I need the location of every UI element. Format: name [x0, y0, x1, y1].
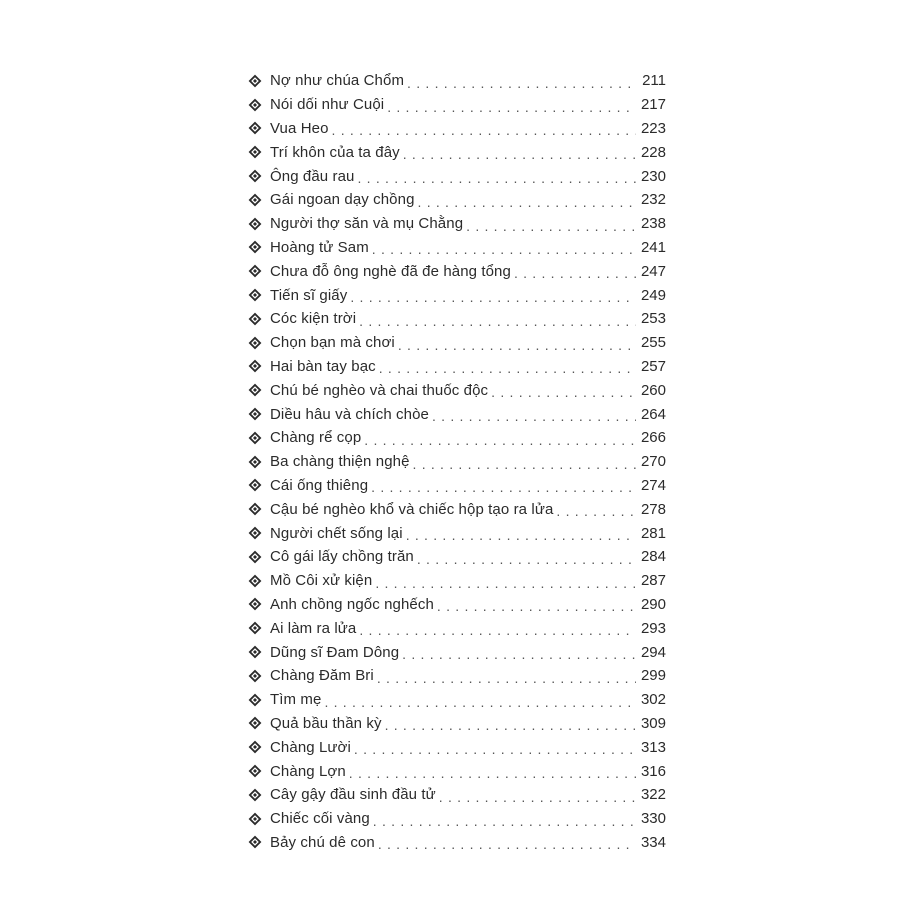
toc-entry-page-number: 266	[640, 429, 666, 447]
diamond-bullet-icon	[248, 312, 262, 326]
toc-entry	[248, 735, 666, 759]
toc-entry-title: Cây gậy đầu sinh đầu tử	[270, 786, 436, 804]
toc-entry	[248, 569, 666, 593]
toc-entry-title: Tiến sĩ giấy	[270, 286, 348, 304]
toc-entry-title: Quả bầu thần kỳ	[270, 714, 382, 732]
toc-entry-title: Người chết sống lại	[270, 524, 403, 542]
toc-entry-page-number: 330	[640, 810, 666, 828]
diamond-bullet-icon	[248, 264, 262, 278]
toc-entry-title: Nói dối như Cuội	[270, 96, 385, 114]
dot-leader	[407, 76, 636, 90]
toc-entry-title: Cậu bé nghèo khổ và chiếc hộp tạo ra lửa	[270, 500, 554, 518]
dot-leader	[432, 409, 636, 423]
dot-leader	[364, 433, 636, 447]
diamond-bullet-icon	[248, 217, 262, 231]
diamond-bullet-icon	[248, 645, 262, 659]
dot-leader	[377, 671, 636, 685]
toc-entry	[248, 640, 666, 664]
toc-entry	[248, 164, 666, 188]
toc-entry-page-number: 238	[640, 215, 666, 233]
toc-entry-page-number: 257	[640, 357, 666, 375]
dot-leader	[398, 338, 636, 352]
dot-leader	[350, 290, 636, 304]
diamond-bullet-icon	[248, 359, 262, 373]
toc-entry-page-number: 313	[640, 738, 666, 756]
toc-entry-page-number: 316	[640, 762, 666, 780]
toc-entry-page-number: 278	[640, 500, 666, 518]
toc-entry-page-number: 322	[640, 786, 666, 804]
diamond-bullet-icon	[248, 835, 262, 849]
toc-entry-page-number: 217	[640, 96, 666, 114]
toc-entry-title: Tìm mẹ	[270, 691, 322, 709]
dot-leader	[358, 171, 637, 185]
toc-entry	[248, 831, 666, 855]
diamond-bullet-icon	[248, 145, 262, 159]
toc-entry-title: Bảy chú dê con	[270, 833, 375, 851]
diamond-bullet-icon	[248, 98, 262, 112]
toc-entry-page-number: 334	[640, 833, 666, 851]
toc-entry	[248, 783, 666, 807]
dot-leader	[359, 623, 636, 637]
toc-entry	[248, 688, 666, 712]
diamond-bullet-icon	[248, 526, 262, 540]
toc-entry-title: Nợ như chúa Chổm	[270, 72, 405, 90]
toc-entry-title: Ba chàng thiện nghệ	[270, 453, 410, 471]
toc-entry-title: Ông đầu rau	[270, 167, 355, 185]
toc-entry	[248, 664, 666, 688]
toc-entry-page-number: 281	[640, 524, 666, 542]
toc-entry-page-number: 253	[640, 310, 666, 328]
toc-entry-page-number: 309	[640, 714, 666, 732]
toc-entry	[248, 259, 666, 283]
toc-entry-page-number: 211	[642, 72, 666, 90]
toc-entry-title: Trí khôn của ta đây	[270, 143, 400, 161]
toc-entry-page-number: 260	[640, 381, 666, 399]
diamond-bullet-icon	[248, 693, 262, 707]
dot-leader	[418, 195, 636, 209]
toc-entry-page-number: 247	[640, 262, 666, 280]
dot-leader	[332, 123, 636, 137]
diamond-bullet-icon	[248, 240, 262, 254]
dot-leader	[402, 647, 636, 661]
dot-leader	[556, 504, 636, 518]
toc-entry-page-number: 241	[640, 238, 666, 256]
toc-entry-page-number: 302	[640, 691, 666, 709]
diamond-bullet-icon	[248, 669, 262, 683]
dot-leader	[491, 385, 636, 399]
dot-leader	[403, 147, 636, 161]
toc-entry	[248, 450, 666, 474]
table-of-contents	[248, 69, 666, 854]
toc-entry-title: Cóc kiện trời	[270, 310, 357, 328]
toc-entry-title: Anh chồng ngốc nghếch	[270, 595, 434, 613]
dot-leader	[359, 314, 636, 328]
toc-entry	[248, 474, 666, 498]
toc-entry	[248, 236, 666, 260]
toc-entry	[248, 545, 666, 569]
diamond-bullet-icon	[248, 193, 262, 207]
dot-leader	[385, 718, 636, 732]
diamond-bullet-icon	[248, 716, 262, 730]
dot-leader	[371, 480, 636, 494]
toc-entry	[248, 759, 666, 783]
toc-entry-page-number: 223	[640, 119, 666, 137]
toc-entry	[248, 93, 666, 117]
toc-entry	[248, 616, 666, 640]
toc-entry-page-number: 274	[640, 476, 666, 494]
dot-leader	[406, 528, 636, 542]
toc-entry-title: Cái ống thiêng	[270, 476, 369, 494]
toc-entry-page-number: 255	[640, 334, 666, 352]
dot-leader	[349, 766, 636, 780]
dot-leader	[372, 242, 636, 256]
toc-entry-page-number: 299	[640, 667, 666, 685]
toc-entry-title: Chàng Đăm Bri	[270, 667, 374, 685]
diamond-bullet-icon	[248, 764, 262, 778]
dot-leader	[437, 599, 636, 613]
toc-entry-title: Chưa đỗ ông nghè đã đe hàng tổng	[270, 262, 511, 280]
diamond-bullet-icon	[248, 288, 262, 302]
toc-entry-title: Vua Heo	[270, 119, 329, 137]
toc-entry	[248, 426, 666, 450]
toc-entry-page-number: 294	[640, 643, 666, 661]
toc-entry	[248, 188, 666, 212]
toc-entry	[248, 69, 666, 93]
toc-entry	[248, 140, 666, 164]
toc-entry-title: Chàng Lười	[270, 738, 351, 756]
toc-entry-page-number: 270	[640, 453, 666, 471]
diamond-bullet-icon	[248, 455, 262, 469]
diamond-bullet-icon	[248, 502, 262, 516]
toc-entry	[248, 283, 666, 307]
toc-entry	[248, 355, 666, 379]
diamond-bullet-icon	[248, 169, 262, 183]
diamond-bullet-icon	[248, 788, 262, 802]
toc-entry	[248, 712, 666, 736]
toc-entry-title: Chiếc cối vàng	[270, 810, 370, 828]
toc-entry-page-number: 230	[640, 167, 666, 185]
diamond-bullet-icon	[248, 431, 262, 445]
diamond-bullet-icon	[248, 407, 262, 421]
diamond-bullet-icon	[248, 740, 262, 754]
diamond-bullet-icon	[248, 121, 262, 135]
diamond-bullet-icon	[248, 478, 262, 492]
toc-entry	[248, 378, 666, 402]
dot-leader	[373, 814, 636, 828]
dot-leader	[354, 742, 636, 756]
toc-entry-page-number: 290	[640, 595, 666, 613]
diamond-bullet-icon	[248, 550, 262, 564]
toc-entry-title: Mồ Côi xử kiện	[270, 572, 373, 590]
diamond-bullet-icon	[248, 383, 262, 397]
toc-entry	[248, 402, 666, 426]
dot-leader	[324, 695, 636, 709]
dot-leader	[387, 100, 636, 114]
toc-entry	[248, 331, 666, 355]
toc-entry	[248, 497, 666, 521]
toc-entry-title: Hai bàn tay bạc	[270, 357, 376, 375]
toc-entry	[248, 307, 666, 331]
toc-entry-page-number: 284	[640, 548, 666, 566]
dot-leader	[378, 837, 636, 851]
toc-entry-title: Chú bé nghèo và chai thuốc độc	[270, 381, 489, 399]
toc-entry-title: Diều hâu và chích chòe	[270, 405, 429, 423]
diamond-bullet-icon	[248, 621, 262, 635]
toc-entry-title: Chàng rể cọp	[270, 429, 362, 447]
diamond-bullet-icon	[248, 336, 262, 350]
toc-entry	[248, 521, 666, 545]
toc-entry-page-number: 249	[640, 286, 666, 304]
toc-entry	[248, 117, 666, 141]
toc-entry-page-number: 293	[640, 619, 666, 637]
diamond-bullet-icon	[248, 812, 262, 826]
dot-leader	[439, 790, 636, 804]
dot-leader	[379, 361, 636, 375]
toc-entry	[248, 593, 666, 617]
toc-entry-title: Chọn bạn mà chơi	[270, 334, 395, 352]
toc-entry-title: Hoàng tử Sam	[270, 238, 369, 256]
toc-entry-title: Dũng sĩ Đam Dông	[270, 643, 400, 661]
toc-entry-page-number: 264	[640, 405, 666, 423]
toc-entry	[248, 212, 666, 236]
toc-entry-title: Gái ngoan dạy chồng	[270, 191, 415, 209]
dot-leader	[413, 457, 636, 471]
toc-entry-page-number: 287	[640, 572, 666, 590]
diamond-bullet-icon	[248, 574, 262, 588]
dot-leader	[417, 552, 636, 566]
toc-entry-title: Cô gái lấy chồng trăn	[270, 548, 414, 566]
toc-entry-title: Chàng Lợn	[270, 762, 346, 780]
dot-leader	[466, 219, 636, 233]
dot-leader	[375, 576, 636, 590]
toc-entry-title: Người thợ săn và mụ Chằng	[270, 215, 464, 233]
diamond-bullet-icon	[248, 74, 262, 88]
toc-entry-page-number: 228	[640, 143, 666, 161]
toc-entry	[248, 807, 666, 831]
dot-leader	[514, 266, 636, 280]
diamond-bullet-icon	[248, 597, 262, 611]
toc-entry-title: Ai làm ra lửa	[270, 619, 357, 637]
toc-entry-page-number: 232	[640, 191, 666, 209]
